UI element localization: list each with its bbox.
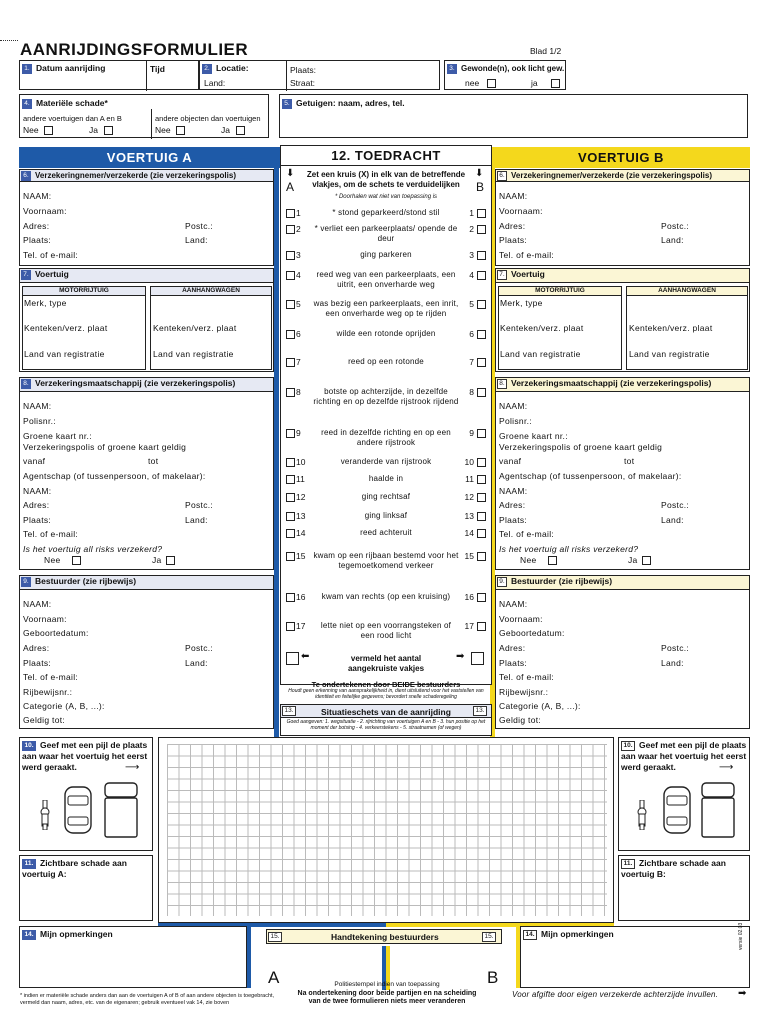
toedracht-a-number: 12 bbox=[296, 492, 306, 502]
sec11-b-label: Zichtbare schade aan voertuig B: bbox=[621, 858, 726, 879]
toedracht-b-number: 5 bbox=[469, 299, 474, 309]
toedracht-a-number: 15 bbox=[296, 551, 306, 561]
toedracht-a-number: 10 bbox=[296, 457, 306, 467]
toedracht-row-text: reed in dezelfde richting en op een andere rijstrook bbox=[321, 428, 451, 447]
toedracht-b-number: 17 bbox=[464, 621, 474, 631]
sec8-a-agent-name: NAAM: bbox=[23, 486, 52, 496]
sec12-box bbox=[280, 145, 492, 685]
sec1-box bbox=[19, 60, 199, 90]
sec8-a-postcode: Postc.: bbox=[185, 500, 214, 510]
arrow-down-a-icon: ⬇ bbox=[286, 168, 295, 179]
allrisk-a-yes-checkbox[interactable] bbox=[166, 556, 175, 565]
sec7-b-plate: Kenteken/verz. plaat bbox=[500, 323, 584, 333]
sec9-a-firstname: Voornaam: bbox=[23, 614, 67, 624]
sec9-b-name: NAAM: bbox=[499, 599, 528, 609]
toedracht-b-checkbox-3[interactable] bbox=[477, 251, 486, 260]
toedracht-a-checkbox-4[interactable] bbox=[286, 271, 295, 280]
sig-b-label: B bbox=[487, 968, 499, 987]
sec8-a-tel: Tel. of e-mail: bbox=[23, 529, 79, 539]
toedracht-b-number: 4 bbox=[469, 270, 474, 280]
sec7-a-box bbox=[19, 268, 274, 372]
footnote: * indien er materiële schade anders dan aan de voertuigen A of B of aan andere objecten is toegebracht, vermeld dan naam, adres, etc. van de eigenaren; gebruik eventueel vak 14, zie boven bbox=[20, 993, 275, 1006]
sec14-b-box[interactable] bbox=[520, 926, 750, 988]
sec8-b-valid: Verzekeringspolis of groene kaart geldig bbox=[499, 442, 663, 452]
sec7-b-box bbox=[495, 268, 750, 372]
sec7-b-trailer-reg: Land van registratie bbox=[629, 349, 710, 359]
vehicle-a-border bbox=[274, 147, 279, 737]
sec7-a-motor: MOTORRIJTUIG bbox=[23, 287, 145, 296]
toedracht-a-number: 5 bbox=[296, 299, 301, 309]
toedracht-a-number: 6 bbox=[296, 329, 301, 339]
sec7-a-trailer: AANHANGWAGEN bbox=[151, 287, 271, 296]
sec2-box bbox=[199, 60, 440, 90]
toedracht-row-text: ging rechtsaf bbox=[361, 492, 411, 501]
arrow-down-b-icon: ⬇ bbox=[475, 168, 484, 179]
sec6-a-country: Land: bbox=[185, 235, 208, 245]
sec3-no: nee bbox=[465, 78, 480, 88]
sec8-a-box bbox=[19, 377, 274, 570]
toedracht-b-number: 2 bbox=[469, 224, 474, 234]
sec7-a-plate: Kenteken/verz. plaat bbox=[24, 323, 108, 333]
sec12-b-label: B bbox=[476, 180, 485, 194]
sec9-b-address: Adres: bbox=[499, 643, 526, 653]
toedracht-b-checkbox-5[interactable] bbox=[477, 300, 486, 309]
sec15-num-a: 15. bbox=[268, 932, 282, 942]
sec12-note: * Doorhalen wat niet van toepassing is bbox=[334, 194, 438, 200]
toedracht-a-number: 1 bbox=[296, 208, 301, 218]
toedracht-row-text: veranderde van rijstrook bbox=[340, 457, 432, 466]
sec9-a-postcode: Postc.: bbox=[185, 643, 214, 653]
sign-both: Te ondertekenen door BEIDE bestuurders bbox=[311, 680, 461, 689]
damage-objects-yes-checkbox[interactable] bbox=[236, 126, 245, 135]
toedracht-a-checkbox-14[interactable] bbox=[286, 529, 295, 538]
sec11-b-num: 11. bbox=[621, 859, 635, 869]
toedracht-b-number: 10 bbox=[464, 457, 474, 467]
sec8-a-num: 8. bbox=[21, 379, 31, 389]
toedracht-row-text: ging parkeren bbox=[360, 250, 412, 259]
toedracht-b-number: 7 bbox=[469, 357, 474, 367]
sec7-a-num: 7. bbox=[21, 270, 31, 280]
sec1-time: Tijd bbox=[150, 64, 165, 74]
sketch-area[interactable] bbox=[158, 737, 614, 923]
sec7-b-label: Voertuig bbox=[511, 269, 545, 279]
sec4-yes-b: Ja bbox=[221, 125, 230, 135]
vehicle-a-header bbox=[19, 147, 280, 168]
toedracht-b-number: 14 bbox=[464, 528, 474, 538]
sec8-b-green: Groene kaart nr.: bbox=[499, 431, 568, 441]
sec15-box bbox=[266, 929, 502, 944]
toedracht-row-text: ging linksaf bbox=[364, 511, 408, 520]
toedracht-row-text: kwam van rechts (op een kruising) bbox=[321, 592, 451, 601]
damage-vehicles-no-checkbox[interactable] bbox=[44, 126, 53, 135]
toedracht-b-number: 15 bbox=[464, 551, 474, 561]
sec8-b-name: NAAM: bbox=[499, 401, 528, 411]
sec4-box bbox=[19, 94, 269, 138]
sec9-a-box bbox=[19, 575, 274, 729]
car-a-icon[interactable] bbox=[64, 786, 92, 834]
toedracht-b-number: 13 bbox=[464, 511, 474, 521]
sec8-a-green: Groene kaart nr.: bbox=[23, 431, 92, 441]
sec11-a-label: Zichtbare schade aan voertuig A: bbox=[22, 858, 127, 879]
toedracht-row-text: was bezig een parkeerplaats, een inrit, een onverharde weg op te rijden bbox=[313, 299, 459, 318]
sec13-box bbox=[280, 704, 492, 736]
toedracht-row-text: wilde een rotonde oprijden bbox=[336, 329, 436, 338]
sec9-a-valid: Geldig tot: bbox=[23, 715, 66, 725]
toedracht-b-checkbox-2[interactable] bbox=[477, 225, 486, 234]
vehicle-b-header bbox=[492, 147, 750, 168]
sec8-b-allrisk: Is het voertuig all risks verzekerd? bbox=[499, 544, 639, 554]
sec1-label: Datum aanrijding bbox=[36, 63, 106, 73]
toedracht-b-number: 3 bbox=[469, 250, 474, 260]
sec8-a-label: Verzekeringsmaatschappij (zie verzekeringspolis) bbox=[35, 378, 236, 388]
sec8-b-country: Land: bbox=[661, 515, 684, 525]
toedracht-a-number: 7 bbox=[296, 357, 301, 367]
sec9-a-num: 9. bbox=[21, 577, 31, 587]
sec10-b-box bbox=[618, 737, 750, 851]
sec2-country: Land: bbox=[204, 78, 226, 88]
sec5-label: Getuigen: naam, adres, tel. bbox=[296, 98, 405, 108]
sec14-b-num: 14. bbox=[523, 930, 537, 940]
count-a-arrow-icon: ⬅ bbox=[301, 651, 310, 662]
toedracht-a-checkbox-8[interactable] bbox=[286, 388, 295, 397]
truck-b-icon[interactable] bbox=[701, 782, 735, 838]
toedracht-row-text: kwam op een rijbaan bestemd voor het tegemoetkomend verkeer bbox=[313, 551, 459, 570]
sec8-a-name: NAAM: bbox=[23, 401, 52, 411]
sec12-a-label: A bbox=[286, 180, 295, 194]
sec9-a-place: Plaats: bbox=[23, 658, 52, 668]
sec8-a-from: vanaf bbox=[23, 456, 46, 466]
toedracht-a-checkbox-11[interactable] bbox=[286, 475, 295, 484]
sec11-b-box[interactable] bbox=[618, 855, 750, 921]
sec9-a-license: Rijbewijsnr.: bbox=[23, 687, 73, 697]
toedracht-b-number: 8 bbox=[469, 387, 474, 397]
sec6-b-tel: Tel. of e-mail: bbox=[499, 250, 555, 260]
sec8-a-yes: Ja bbox=[152, 555, 162, 565]
sec6-b-postcode: Postc.: bbox=[661, 221, 690, 231]
sec4-other-objects: andere objecten dan voertuigen bbox=[155, 114, 261, 123]
sec9-b-license: Rijbewijsnr.: bbox=[499, 687, 549, 697]
damage-vehicles-yes-checkbox[interactable] bbox=[104, 126, 113, 135]
sec10-b-label: Geef met een pijl de plaats aan waar het voertuig het eerst werd geraakt. bbox=[621, 740, 747, 772]
toedracht-a-number: 16 bbox=[296, 592, 306, 602]
sec9-b-num: 9. bbox=[497, 577, 507, 587]
motorbike-a-icon[interactable] bbox=[38, 800, 52, 830]
sec8-b-no: Nee bbox=[520, 555, 537, 565]
sec9-b-postcode: Postc.: bbox=[661, 643, 690, 653]
sec9-b-firstname: Voornaam: bbox=[499, 614, 543, 624]
sec8-a-no: Nee bbox=[44, 555, 61, 565]
toedracht-b-checkbox-11[interactable] bbox=[477, 475, 486, 484]
sec7-b-trailer: AANHANGWAGEN bbox=[627, 287, 747, 296]
sec4-no-a: Nee bbox=[23, 125, 39, 135]
sec6-a-tel: Tel. of e-mail: bbox=[23, 250, 79, 260]
sec8-a-country: Land: bbox=[185, 515, 208, 525]
sec6-a-address: Adres: bbox=[23, 221, 50, 231]
sec2-label: Locatie: bbox=[216, 63, 249, 73]
sec14-a-blue-edge bbox=[247, 926, 251, 988]
sec9-a-address: Adres: bbox=[23, 643, 50, 653]
sec8-b-address: Adres: bbox=[499, 500, 526, 510]
sec6-b-firstname: Voornaam: bbox=[499, 206, 543, 216]
sec2-place: Plaats: bbox=[290, 65, 316, 75]
sec7-b-motor: MOTORRIJTUIG bbox=[499, 287, 621, 296]
sec5-box[interactable] bbox=[279, 94, 748, 138]
police-stamp-note: Politiestempel indien van toepassing bbox=[334, 981, 440, 988]
sec9-b-dob: Geboortedatum: bbox=[499, 628, 565, 638]
toedracht-b-number: 16 bbox=[464, 592, 474, 602]
sec13-note: Goed aangeven: 1. wegsituatie - 2. rijrichting van voertuigen A en B - 3. hun positie op het moment der botsing - 4. verkeerstekens - 5. straatnamen (of wegen) bbox=[286, 719, 486, 731]
sec7-b-make: Merk, type bbox=[500, 298, 543, 308]
sec8-b-to: tot bbox=[624, 456, 635, 466]
toedracht-b-checkbox-13[interactable] bbox=[477, 512, 486, 521]
sec9-b-category: Categorie (A, B, ...): bbox=[499, 701, 581, 711]
sec10-a-num: 10. bbox=[22, 741, 36, 751]
sec11-a-num: 11. bbox=[22, 859, 36, 869]
toedracht-row-text: reed op een rotonde bbox=[348, 357, 424, 366]
car-b-icon[interactable] bbox=[663, 786, 691, 834]
sec8-b-num: 8. bbox=[497, 379, 507, 389]
sec10-a-box bbox=[19, 737, 153, 851]
no-change-note: Na ondertekening door beide partijen en na scheiding van de twee formulieren niets meer veranderen bbox=[297, 990, 477, 1005]
sec6-a-firstname: Voornaam: bbox=[23, 206, 67, 216]
sec13-label: Situatieschets van de aanrijding bbox=[321, 707, 451, 717]
sec8-a-valid: Verzekeringspolis of groene kaart geldig bbox=[23, 442, 187, 452]
sec11-a-box[interactable] bbox=[19, 855, 153, 921]
page-label: Blad 1/2 bbox=[530, 46, 562, 56]
toedracht-row-text: haalde in bbox=[368, 474, 404, 483]
sec4-no-b: Nee bbox=[155, 125, 171, 135]
sec14-a-box[interactable] bbox=[19, 926, 247, 988]
arrow-right-icon: ➡ bbox=[738, 988, 747, 999]
sec14-a-label: Mijn opmerkingen bbox=[40, 929, 113, 939]
toedracht-a-checkbox-17[interactable] bbox=[286, 622, 295, 631]
sec8-b-box bbox=[495, 377, 750, 570]
sec6-b-label: Verzekeringnemer/verzekerde (zie verzekeringspolis) bbox=[511, 171, 712, 180]
toedracht-a-number: 4 bbox=[296, 270, 301, 280]
sec8-b-postcode: Postc.: bbox=[661, 500, 690, 510]
sec5-num: 5. bbox=[282, 99, 292, 109]
injured-yes-checkbox[interactable] bbox=[551, 79, 560, 88]
sec7-a-trailer-reg: Land van registratie bbox=[153, 349, 234, 359]
toedracht-a-number: 3 bbox=[296, 250, 301, 260]
sec4-other-vehicles: andere voertuigen dan A en B bbox=[23, 114, 122, 123]
sec2-street: Straat: bbox=[290, 78, 316, 88]
sec9-a-name: NAAM: bbox=[23, 599, 52, 609]
toedracht-a-checkbox-1[interactable] bbox=[286, 209, 295, 218]
sec7-a-label: Voertuig bbox=[35, 269, 69, 279]
sec10-b-num: 10. bbox=[621, 741, 635, 751]
toedracht-b-checkbox-14[interactable] bbox=[477, 529, 486, 538]
sec13-num-a: 13. bbox=[282, 706, 296, 716]
toedracht-a-number: 9 bbox=[296, 428, 301, 438]
sec8-a-place: Plaats: bbox=[23, 515, 52, 525]
sec12-title: 12. TOEDRACHT bbox=[331, 148, 441, 163]
toedracht-a-checkbox-15[interactable] bbox=[286, 552, 295, 561]
sec9-b-box bbox=[495, 575, 750, 729]
toedracht-b-checkbox-17[interactable] bbox=[477, 622, 486, 631]
vehicle-b-title: VOERTUIG B bbox=[578, 150, 664, 165]
toedracht-b-checkbox-10[interactable] bbox=[477, 458, 486, 467]
toedracht-b-number: 9 bbox=[469, 428, 474, 438]
sec6-b-num: 6. bbox=[497, 171, 507, 181]
sec6-a-box bbox=[19, 169, 274, 266]
toedracht-b-checkbox-6[interactable] bbox=[477, 330, 486, 339]
sec14-b-yellow-edge bbox=[516, 926, 520, 988]
arrow-right-a-icon: ⟶ bbox=[125, 762, 140, 773]
sec6-b-address: Adres: bbox=[499, 221, 526, 231]
arrow-right-b-icon: ⟶ bbox=[719, 762, 734, 773]
sec2-num: 2. bbox=[202, 64, 212, 74]
sig-a-label: A bbox=[268, 968, 280, 987]
count-b-box[interactable] bbox=[471, 652, 484, 665]
toedracht-a-number: 2 bbox=[296, 224, 301, 234]
toedracht-b-number: 12 bbox=[464, 492, 474, 502]
sec6-a-place: Plaats: bbox=[23, 235, 52, 245]
sec6-b-place: Plaats: bbox=[499, 235, 528, 245]
sec6-a-num: 6. bbox=[21, 171, 31, 181]
sec8-a-to: tot bbox=[148, 456, 159, 466]
sec12-instruction: Zet een kruis (X) in elk van de betreffende vlakjes, om de schets te verduidelijken bbox=[306, 170, 466, 189]
toedracht-a-number: 11 bbox=[296, 474, 305, 484]
sec15-label: Handtekening bestuurders bbox=[331, 932, 439, 942]
allrisk-b-no-checkbox[interactable] bbox=[548, 556, 557, 565]
sec7-a-trailer-plate: Kenteken/verz. plaat bbox=[153, 323, 237, 333]
sec3-box bbox=[444, 60, 566, 90]
sec4-label: Materiële schade* bbox=[36, 98, 108, 108]
sec3-label: Gewonde(n), ook licht gew. bbox=[461, 64, 565, 73]
toedracht-a-checkbox-2[interactable] bbox=[286, 225, 295, 234]
toedracht-b-checkbox-15[interactable] bbox=[477, 552, 486, 561]
toedracht-row-text: * verliet een parkeerplaats/ opende de deur bbox=[314, 224, 458, 243]
sec8-a-allrisk: Is het voertuig all risks verzekerd? bbox=[23, 544, 163, 554]
toedracht-b-checkbox-7[interactable] bbox=[477, 358, 486, 367]
sec8-b-yes: Ja bbox=[628, 555, 638, 565]
sec9-a-tel: Tel. of e-mail: bbox=[23, 672, 79, 682]
sec6-b-name: NAAM: bbox=[499, 191, 528, 201]
toedracht-a-checkbox-12[interactable] bbox=[286, 493, 295, 502]
sec7-b-trailer-plate: Kenteken/verz. plaat bbox=[629, 323, 713, 333]
toedracht-b-checkbox-12[interactable] bbox=[477, 493, 486, 502]
sec8-a-policy: Polisnr.: bbox=[23, 416, 56, 426]
sec9-b-place: Plaats: bbox=[499, 658, 528, 668]
sec6-a-name: NAAM: bbox=[23, 191, 52, 201]
toedracht-b-number: 1 bbox=[469, 208, 474, 218]
toedracht-b-checkbox-16[interactable] bbox=[477, 593, 486, 602]
sec8-b-tel: Tel. of e-mail: bbox=[499, 529, 555, 539]
sec7-b-num: 7. bbox=[497, 270, 507, 280]
sec7-a-reg: Land van registratie bbox=[24, 349, 105, 359]
toedracht-a-checkbox-16[interactable] bbox=[286, 593, 295, 602]
sec10-a-label: Geef met een pijl de plaats aan waar het voertuig het eerst werd geraakt. bbox=[22, 740, 148, 772]
date-input[interactable] bbox=[22, 75, 142, 89]
sec9-a-label: Bestuurder (zie rijbewijs) bbox=[35, 576, 137, 586]
sec6-b-box bbox=[495, 169, 750, 266]
toedracht-a-checkbox-7[interactable] bbox=[286, 358, 295, 367]
sec13-num-b: 13. bbox=[473, 706, 487, 716]
sign-note: Houdt geen erkenning van aansprakelijkheid in, dient uitsluitend voor het vaststellen van identiteit en feitelijke gegevens; bevordert snelle schaderegeling bbox=[288, 688, 484, 700]
toedracht-a-checkbox-6[interactable] bbox=[286, 330, 295, 339]
count-a-box[interactable] bbox=[286, 652, 299, 665]
toedracht-a-number: 14 bbox=[296, 528, 306, 538]
sec6-a-label: Verzekeringnemer/verzekerde (zie verzekeringspolis) bbox=[35, 171, 236, 180]
sec9-b-valid: Geldig tot: bbox=[499, 715, 542, 725]
count-label: vermeld het aantal aangekruiste vakjes bbox=[347, 654, 425, 673]
dotted-margin bbox=[0, 40, 18, 41]
truck-a-icon[interactable] bbox=[104, 782, 138, 838]
version-label: versie 02.03 bbox=[738, 922, 744, 950]
page-title: AANRIJDINGSFORMULIER bbox=[20, 40, 249, 59]
toedracht-a-checkbox-3[interactable] bbox=[286, 251, 295, 260]
sec14-b-label: Mijn opmerkingen bbox=[541, 929, 614, 939]
sec3-num: 3. bbox=[447, 64, 457, 74]
toedracht-a-number: 13 bbox=[296, 511, 306, 521]
sec4-num: 4. bbox=[22, 99, 32, 109]
toedracht-b-number: 6 bbox=[469, 329, 474, 339]
toedracht-a-checkbox-5[interactable] bbox=[286, 300, 295, 309]
toedracht-a-checkbox-9[interactable] bbox=[286, 429, 295, 438]
sec1-num: 1. bbox=[22, 64, 32, 74]
toedracht-row-text: * stond geparkeerd/stond stil bbox=[332, 208, 440, 217]
toedracht-a-checkbox-13[interactable] bbox=[286, 512, 295, 521]
toedracht-a-checkbox-10[interactable] bbox=[286, 458, 295, 467]
toedracht-b-checkbox-9[interactable] bbox=[477, 429, 486, 438]
sec8-b-place: Plaats: bbox=[499, 515, 528, 525]
sec9-b-label: Bestuurder (zie rijbewijs) bbox=[511, 576, 613, 586]
sec8-a-address: Adres: bbox=[23, 500, 50, 510]
sec15-num-b: 15. bbox=[482, 932, 496, 942]
toedracht-b-checkbox-4[interactable] bbox=[477, 271, 486, 280]
damage-objects-no-checkbox[interactable] bbox=[176, 126, 185, 135]
sec6-a-postcode: Postc.: bbox=[185, 221, 214, 231]
sec6-b-country: Land: bbox=[661, 235, 684, 245]
toedracht-a-number: 8 bbox=[296, 387, 301, 397]
sec9-b-tel: Tel. of e-mail: bbox=[499, 672, 555, 682]
toedracht-b-checkbox-1[interactable] bbox=[477, 209, 486, 218]
toedracht-row-text: lette niet op een voorrangsteken of een rood licht bbox=[320, 621, 452, 640]
sec8-b-from: vanaf bbox=[499, 456, 522, 466]
allrisk-b-yes-checkbox[interactable] bbox=[642, 556, 651, 565]
motorbike-b-icon[interactable] bbox=[635, 800, 649, 830]
sec9-a-category: Categorie (A, B, ...): bbox=[23, 701, 105, 711]
sec8-a-agent: Agentschap (of tussenpersoon, of makelaar): bbox=[23, 471, 206, 481]
sec3-yes: ja bbox=[531, 78, 538, 88]
sec7-a-make: Merk, type bbox=[24, 298, 67, 308]
vehicle-a-title: VOERTUIG A bbox=[106, 150, 193, 165]
toedracht-b-number: 11 bbox=[465, 474, 474, 484]
sec8-b-label: Verzekeringsmaatschappij (zie verzekeringspolis) bbox=[511, 378, 712, 388]
sec9-b-country: Land: bbox=[661, 658, 684, 668]
toedracht-row-text: reed weg van een parkeerplaats, een uitrit, een onverharde weg bbox=[316, 270, 456, 289]
toedracht-a-number: 17 bbox=[296, 621, 306, 631]
sec14-a-num: 14. bbox=[22, 930, 36, 940]
sec4-yes-a: Ja bbox=[89, 125, 98, 135]
fill-back-note: Voor afgifte door eigen verzekerde achterzijde invullen. bbox=[512, 990, 719, 999]
sec8-b-agent-name: NAAM: bbox=[499, 486, 528, 496]
injured-no-checkbox[interactable] bbox=[487, 79, 496, 88]
toedracht-b-checkbox-8[interactable] bbox=[477, 388, 486, 397]
toedracht-row-text: reed achteruit bbox=[360, 528, 412, 537]
sec9-a-dob: Geboortedatum: bbox=[23, 628, 89, 638]
sec8-b-policy: Polisnr.: bbox=[499, 416, 532, 426]
sec8-b-agent: Agentschap (of tussenpersoon, of makelaar): bbox=[499, 471, 682, 481]
sec9-a-country: Land: bbox=[185, 658, 208, 668]
sec7-b-reg: Land van registratie bbox=[500, 349, 581, 359]
toedracht-row-text: botste op achterzijde, in dezelfde richting en op dezelfde rijstrook rijdend bbox=[313, 387, 459, 406]
allrisk-a-no-checkbox[interactable] bbox=[72, 556, 81, 565]
count-b-arrow-icon: ➡ bbox=[456, 651, 465, 662]
